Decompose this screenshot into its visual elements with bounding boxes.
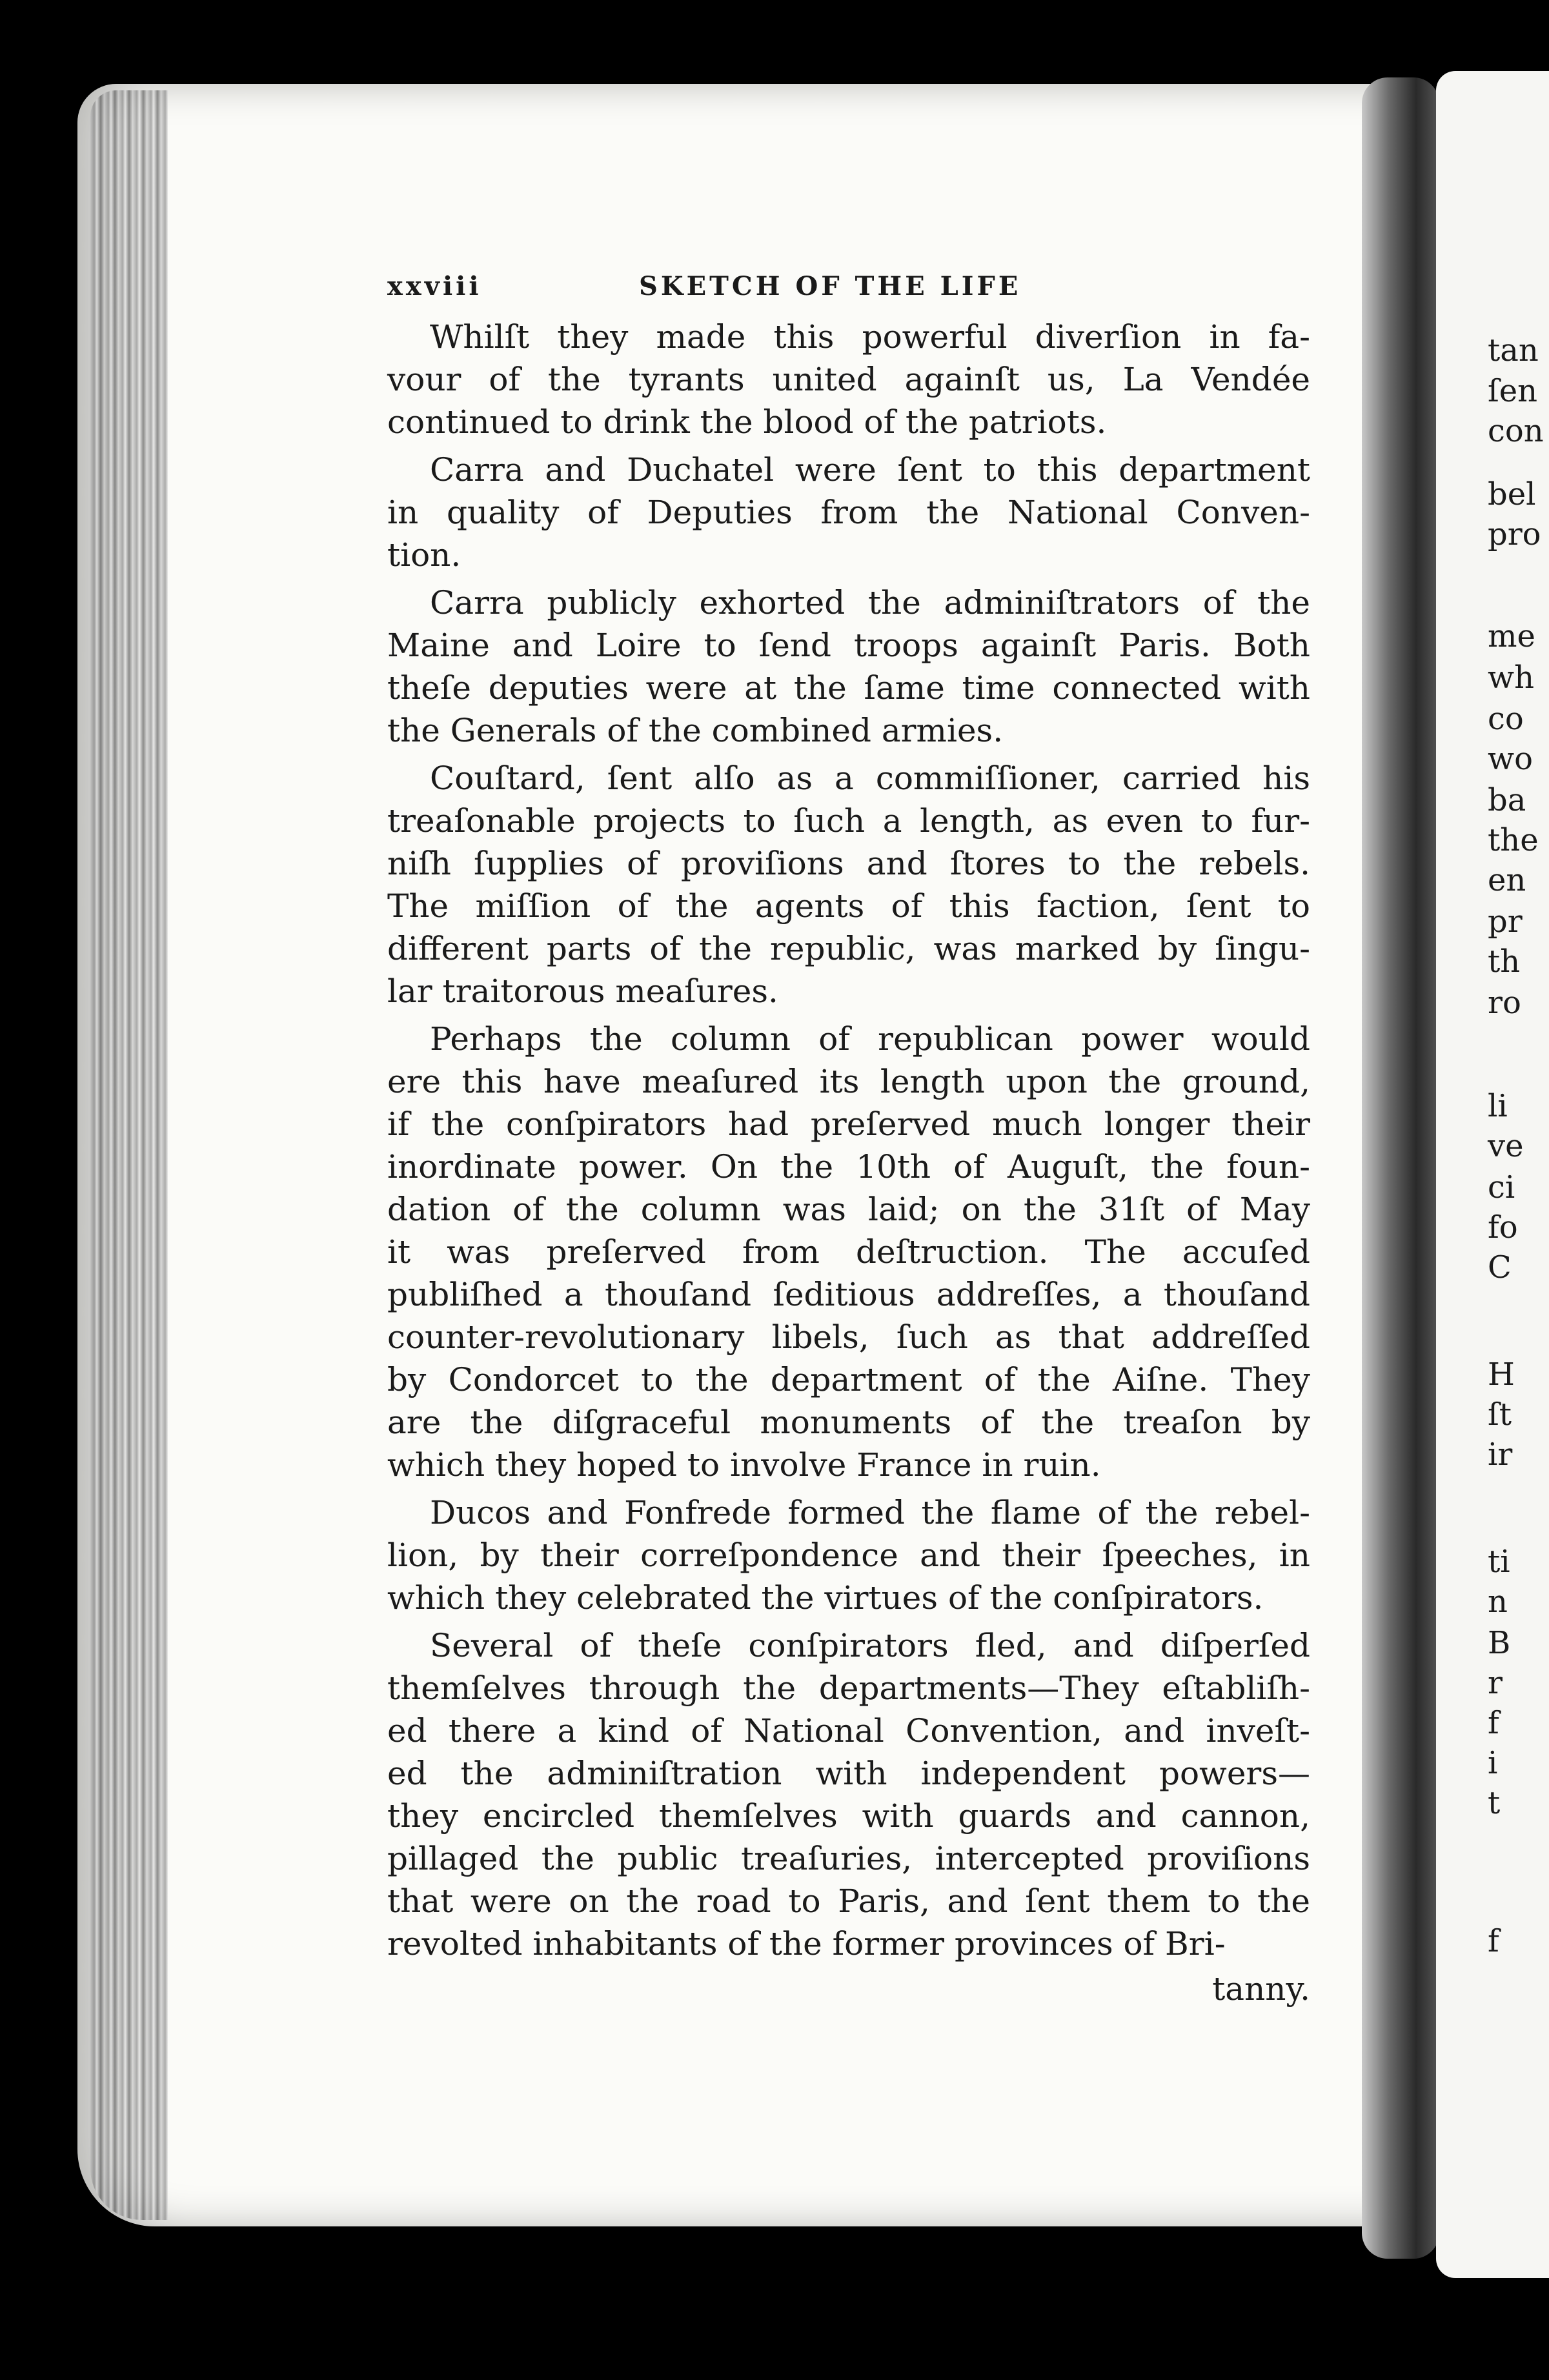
text-line: which they hoped to involve France in ruin.: [387, 1446, 1101, 1484]
facing-page-fragment: f: [1488, 1923, 1499, 1959]
facing-page-fragment: wh: [1488, 660, 1534, 696]
paragraph: [387, 581, 1310, 752]
paragraph: [387, 1624, 1310, 1965]
text-line: Ducos and Fonfrede formed the flame of the rebel-: [430, 1494, 1310, 1531]
facing-page-fragment: li: [1488, 1088, 1508, 1124]
facing-page-fragment: ve: [1488, 1128, 1524, 1164]
text-line: dation of the column was laid; on the 31ſt of May: [387, 1191, 1310, 1228]
catchword: tanny.: [1212, 1970, 1310, 2008]
page-text: [387, 271, 1310, 2010]
text-line: continued to drink the blood of the patriots.: [387, 403, 1107, 441]
running-head: [387, 271, 1310, 301]
text-line: inordinate power. On the 10th of Auguſt, the foun-: [387, 1148, 1310, 1185]
text-line: lion, by their correſpondence and their ſpeeches, in: [387, 1537, 1310, 1574]
page-edges: [90, 90, 168, 2220]
facing-page-fragment: f: [1488, 1705, 1499, 1741]
text-line: if the conſpirators had preſerved much longer their: [387, 1105, 1310, 1143]
facing-page-fragment: ci: [1488, 1169, 1515, 1205]
paragraph: [387, 757, 1310, 1013]
facing-page-fragment: ſt: [1488, 1397, 1512, 1433]
facing-page-fragment: n: [1488, 1584, 1508, 1620]
text-line: which they celebrated the virtues of the conſpirators.: [387, 1579, 1264, 1617]
text-line: ed the adminiſtration with independent powers—: [387, 1755, 1310, 1792]
text-line: in quality of Deputies from the National Conven-: [387, 494, 1310, 531]
facing-page-fragment: th: [1488, 943, 1521, 980]
text-line: niſh ſupplies of proviſions and ſtores to the rebels.: [387, 845, 1310, 882]
facing-page-fragment: pr: [1488, 903, 1523, 940]
text-line: revolted inhabitants of the former provinces of Bri-: [387, 1925, 1226, 1962]
text-line: Maine and Loire to ſend troops againſt Paris. Both: [387, 627, 1310, 664]
text-line: vour of the tyrants united againſt us, La Vendée: [387, 361, 1310, 398]
text-line: treaſonable projects to ſuch a length, as even to fur-: [387, 802, 1310, 840]
text-line: Several of theſe conſpirators fled, and diſperſed: [430, 1627, 1310, 1664]
running-title: SKETCH OF THE LIFE: [639, 271, 1022, 301]
facing-page-fragment: r: [1488, 1665, 1503, 1701]
text-line: they encircled themſelves with guards and cannon,: [387, 1797, 1310, 1835]
text-line: the Generals of the combined armies.: [387, 712, 1004, 749]
text-line: counter-revolutionary libels, ſuch as that addreſſed: [387, 1318, 1310, 1356]
facing-page-fragment: the: [1488, 822, 1539, 858]
page-number: xxviii: [387, 271, 482, 301]
text-line: Whilſt they made this powerful diverſion in fa-: [430, 318, 1310, 356]
facing-page-fragment: ſen: [1488, 373, 1538, 409]
text-line: ed there a kind of National Convention, and inveſt-: [387, 1712, 1310, 1750]
text-line: The miſſion of the agents of this faction, ſent to: [387, 887, 1310, 925]
facing-page-fragment: ba: [1488, 782, 1526, 818]
text-line: by Condorcet to the department of the Aiſne. They: [387, 1361, 1310, 1398]
text-line: Couſtard, ſent alſo as a commiſſioner, carried his: [430, 760, 1310, 797]
facing-page-fragment: ro: [1488, 985, 1521, 1021]
facing-page-fragment: t: [1488, 1785, 1501, 1821]
body-paragraphs: [387, 316, 1310, 1965]
text-line: themſelves through the departments—They eſtabliſh-: [387, 1669, 1310, 1707]
facing-page-fragment: H: [1488, 1356, 1515, 1393]
facing-page-fragment: bel: [1488, 476, 1536, 512]
text-line: Carra publicly exhorted the adminiſtrators of the: [430, 584, 1310, 621]
facing-page-fragment: fo: [1488, 1209, 1518, 1245]
paragraph: [387, 316, 1310, 443]
facing-page-fragment: me: [1488, 618, 1535, 654]
text-line: lar traitorous meaſures.: [387, 973, 778, 1010]
facing-page-fragment: en: [1488, 862, 1526, 898]
paragraph: [387, 1491, 1310, 1619]
book-gutter: [1362, 77, 1439, 2259]
facing-page-fragment: B: [1488, 1625, 1511, 1661]
facing-page-fragment: pro: [1488, 516, 1541, 552]
text-line: theſe deputies were at the ſame time connected with: [387, 669, 1310, 707]
paragraph: [387, 1018, 1310, 1486]
text-line: that were on the road to Paris, and ſent them to the: [387, 1882, 1310, 1920]
text-line: tion.: [387, 536, 461, 574]
facing-page-fragment: C: [1488, 1249, 1512, 1286]
facing-page-fragment: wo: [1488, 741, 1533, 777]
text-line: it was preſerved from deſtruction. The accuſed: [387, 1233, 1310, 1271]
text-line: publiſhed a thouſand ſeditious addreſſes, a thouſand: [387, 1276, 1310, 1313]
facing-page-fragment: ir: [1488, 1437, 1513, 1473]
facing-page-fragment: i: [1488, 1745, 1498, 1781]
text-line: Carra and Duchatel were ſent to this department: [430, 451, 1310, 489]
text-line: pillaged the public treaſuries, intercepted proviſions: [387, 1840, 1310, 1877]
text-line: ere this have meaſured its length upon the ground,: [387, 1063, 1310, 1100]
facing-page-fragment: tan: [1488, 332, 1539, 368]
text-line: Perhaps the column of republican power would: [430, 1020, 1310, 1058]
facing-page-fragment: con: [1488, 413, 1544, 449]
facing-page-fragment: ti: [1488, 1544, 1510, 1580]
paragraph: [387, 449, 1310, 576]
text-line: are the diſgraceful monuments of the treaſon by: [387, 1404, 1310, 1441]
facing-page-fragment: co: [1488, 701, 1524, 737]
text-line: different parts of the republic, was marked by ſingu-: [387, 930, 1310, 967]
